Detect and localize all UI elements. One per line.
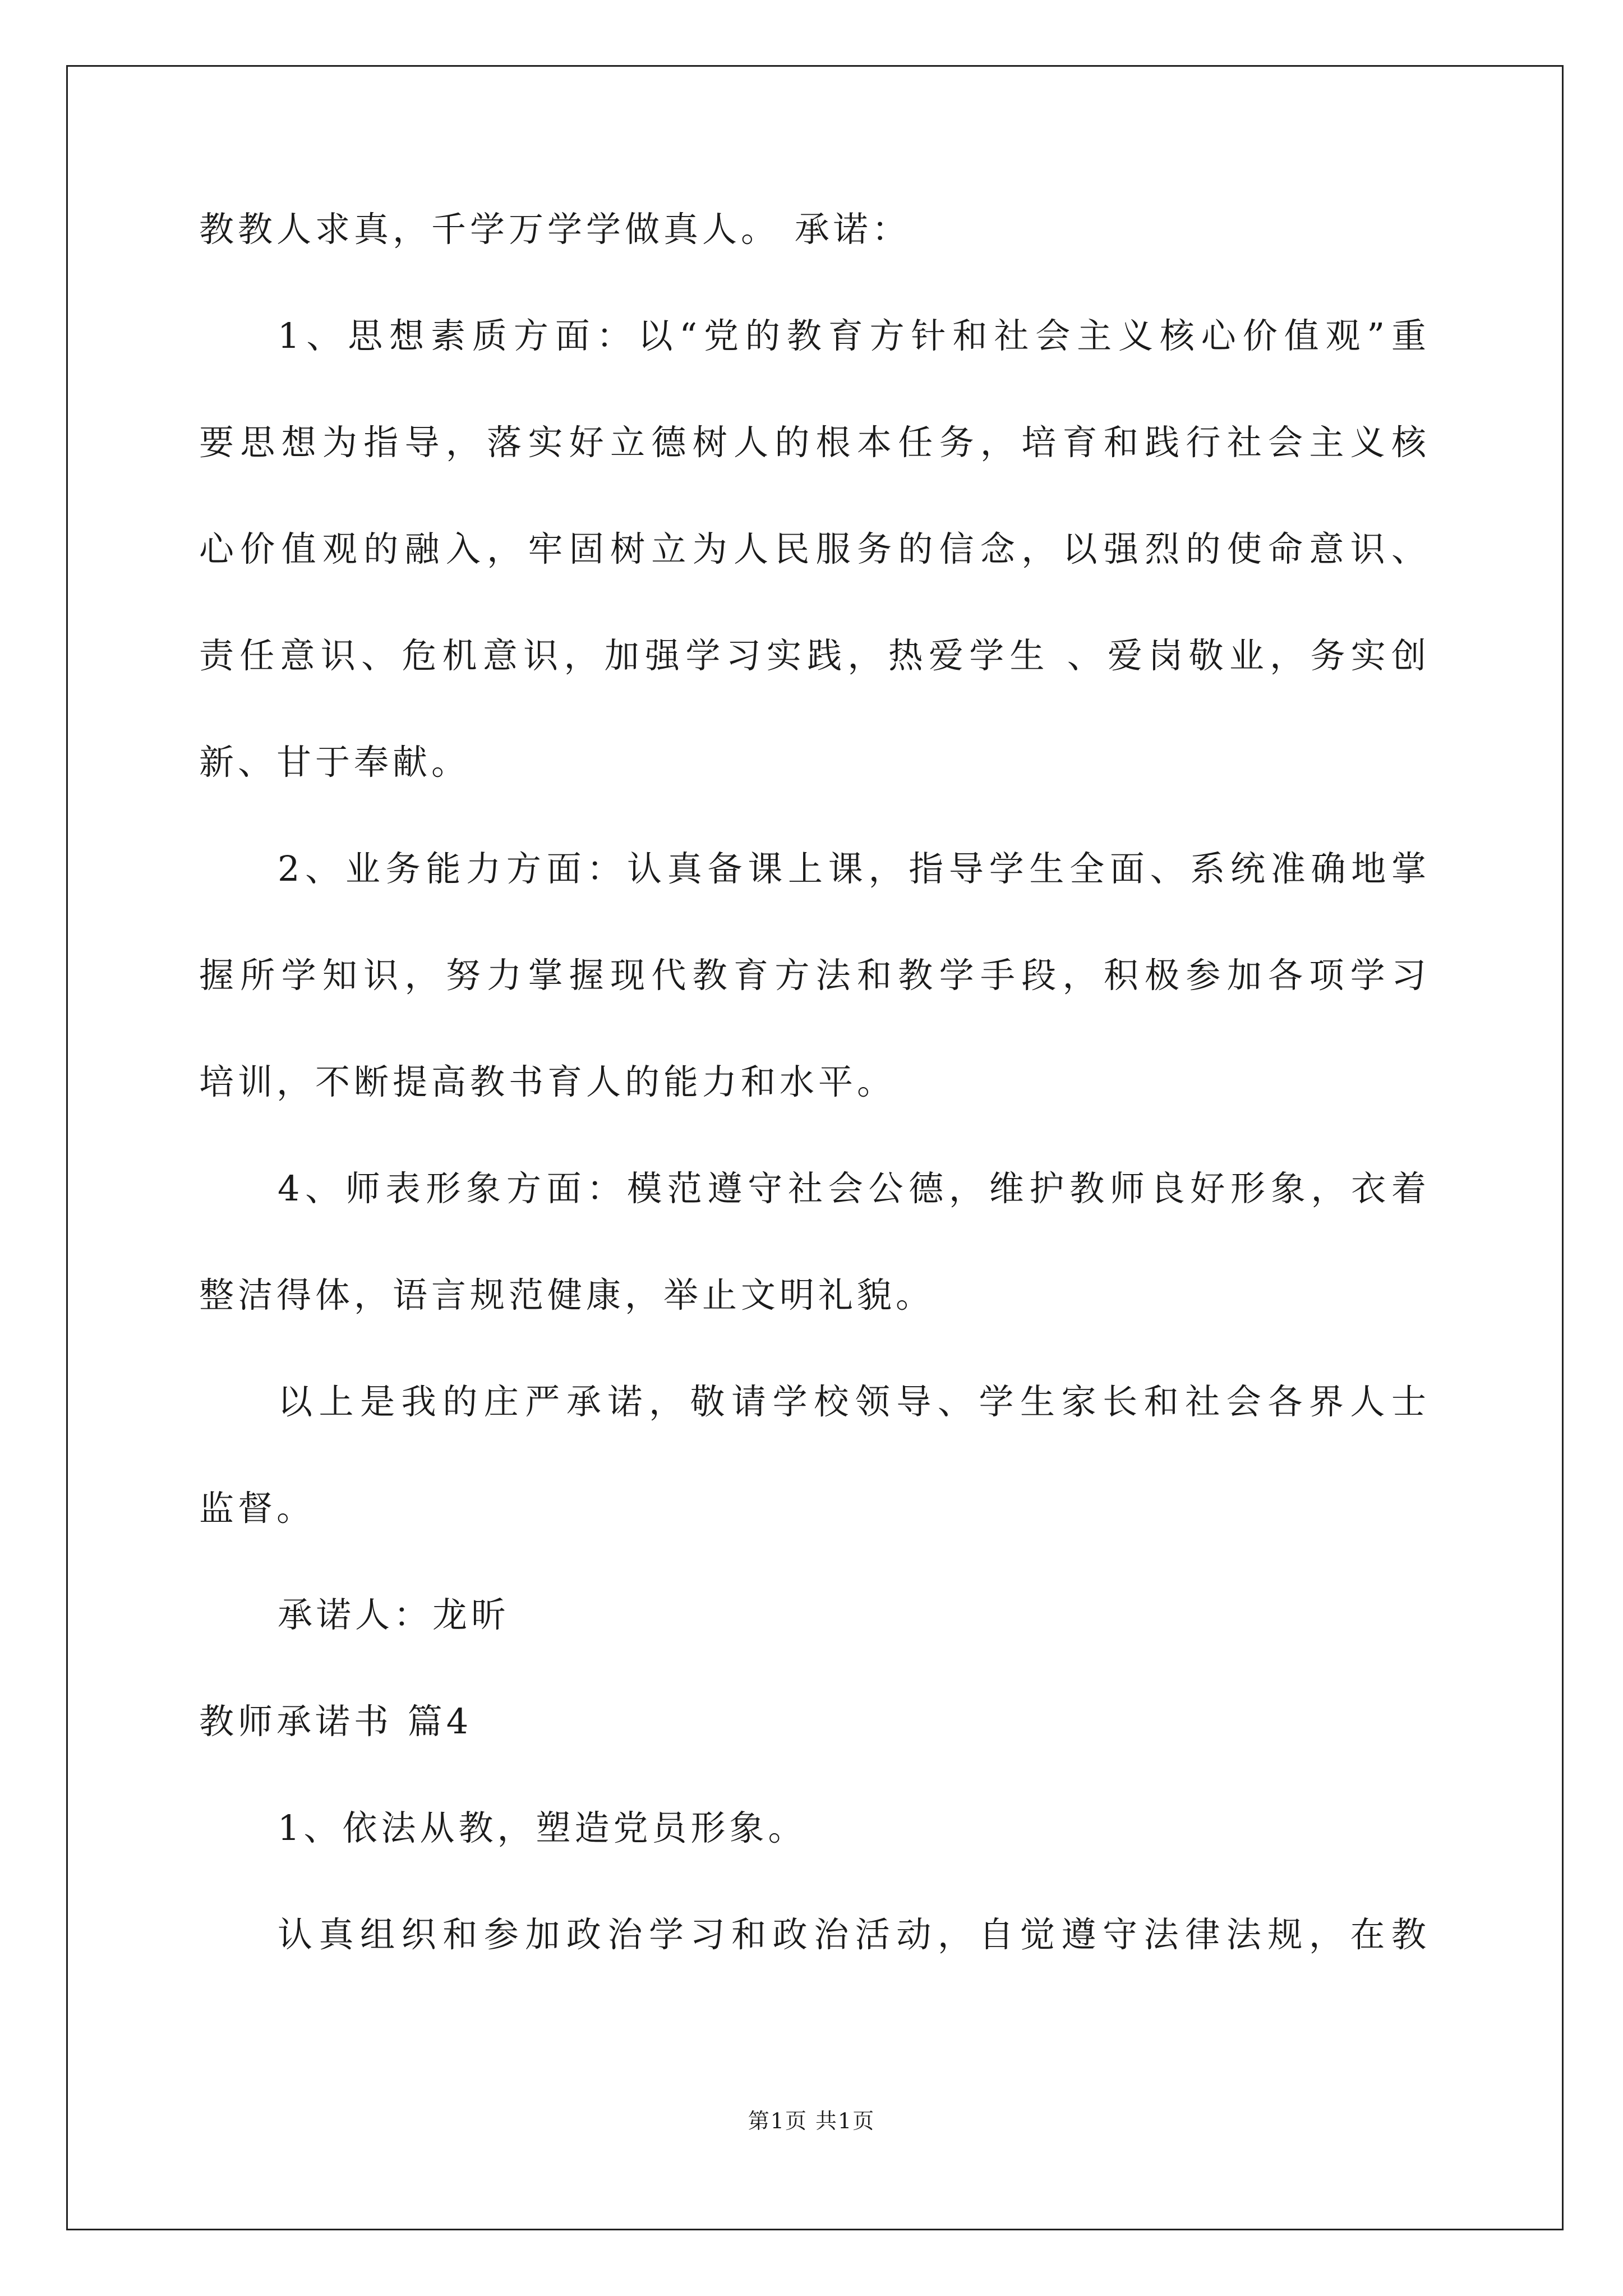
text-line: 握所学知识，努力掌握现代教育方法和教学手段，积极参加各项学习 [199,955,1430,996]
text-line: 2、业务能力方面：认真备课上课，指导学生全面、系统准确地掌 [278,848,1430,889]
text-line: 培训，不断提高教书育人的能力和水平。 [199,1061,896,1102]
text-line: 整洁得体，语言规范健康，举止文明礼貌。 [199,1274,935,1315]
text-line: 4、师表形象方面：模范遵守社会公德，维护教师良好形象，衣着 [278,1168,1430,1209]
text-line: 监督。 [199,1488,316,1529]
section-heading: 教师承诺书 篇4 [199,1701,473,1742]
text-line: 1、思想素质方面：以“党的教育方针和社会主义核心价值观”重 [278,315,1430,356]
text-line: 责任意识、危机意识，加强学习实践，热爱学生 、爱岗敬业，务实创 [199,635,1430,676]
page-footer: 第1页 共1页 [748,2109,875,2133]
text-line: 认真组织和参加政治学习和政治活动，自觉遵守法律法规，在教 [278,1914,1430,1955]
text-line: 新、甘于奉献。 [199,742,471,783]
page-border [66,65,1564,2230]
text-line: 承诺人：龙昕 [278,1594,510,1635]
text-line: 要思想为指导，落实好立德树人的根本任务，培育和践行社会主义核 [199,422,1430,463]
text-line: 教教人求真，千学万学学做真人。 承诺： [199,209,911,250]
text-line: 心价值观的融入，牢固树立为人民服务的信念，以强烈的使命意识、 [199,528,1430,569]
text-line: 1、依法从教，塑造党员形象。 [278,1807,807,1848]
text-line: 以上是我的庄严承诺，敬请学校领导、学生家长和社会各界人士 [278,1381,1430,1422]
